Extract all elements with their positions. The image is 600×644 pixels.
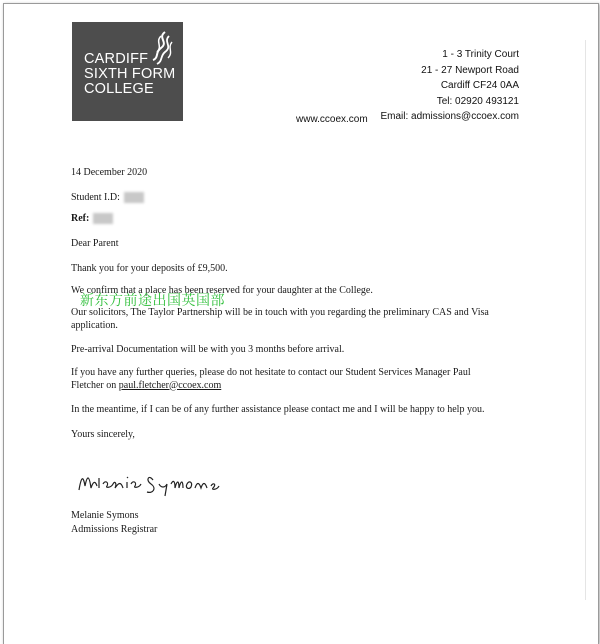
- letter-date: 14 December 2020: [71, 167, 148, 178]
- handwritten-signature: [75, 460, 235, 500]
- student-id-label: Student I.D:: [71, 192, 120, 203]
- college-address: [380, 47, 519, 125]
- para-queries-line-2: [71, 380, 471, 393]
- para-solicitors: [71, 307, 489, 332]
- para-queries: [71, 367, 471, 392]
- para-queries-prefix: Fletcher on: [71, 379, 119, 391]
- student-id-row: [71, 192, 144, 205]
- logo-line-2: SIXTH FORM: [84, 66, 176, 82]
- signer-name: Melanie Symons: [71, 510, 139, 521]
- website: www.ccoex.com: [296, 114, 368, 125]
- ref-row: [71, 213, 113, 226]
- page-edge-line: [585, 40, 586, 600]
- signer-title: Admissions Registrar: [71, 524, 158, 535]
- address-line-3: Cardiff CF24 0AA: [440, 80, 519, 91]
- ref-label: Ref:: [71, 213, 90, 224]
- address-line-2: 21 - 27 Newport Road: [421, 64, 519, 76]
- logo-line-3: COLLEGE: [84, 81, 154, 97]
- logo-line-1: CARDIFF: [84, 51, 149, 67]
- address-tel: Tel: 02920 493121: [436, 95, 519, 107]
- para-prearrival: Pre-arrival Documentation will be with you 3 months before arrival.: [71, 344, 345, 355]
- para-deposit: Thank you for your deposits of £9,500.: [71, 263, 228, 274]
- redacted-student-id: [124, 192, 144, 203]
- logo-text: [84, 52, 175, 97]
- contact-email-link[interactable]: paul.fletcher@ccoex.com: [118, 379, 222, 391]
- redacted-ref: [93, 213, 113, 224]
- para-confirm: We confirm that a place has been reserved for your daughter at the College.: [71, 285, 373, 296]
- watermark-text: 新东方前途出国英国部: [80, 293, 225, 309]
- address-email: Email: admissions@ccoex.com: [380, 111, 519, 122]
- para-solicitors-line-1: Our solicitors, The Taylor Partnership will be in touch with you regarding the preliminary CAS and Visa: [71, 307, 489, 318]
- address-line-1: 1 - 3 Trinity Court: [442, 49, 519, 60]
- college-logo: [72, 22, 183, 121]
- para-solicitors-line-2: application.: [71, 319, 118, 331]
- para-queries-line-1: If you have any further queries, please do not hesitate to contact our Student Services Manager Paul: [71, 367, 471, 378]
- para-assistance: In the meantime, if I can be of any further assistance please contact me and I will be happy to help you.: [71, 404, 485, 415]
- closing: Yours sincerely,: [71, 429, 135, 440]
- salutation: Dear Parent: [71, 238, 119, 249]
